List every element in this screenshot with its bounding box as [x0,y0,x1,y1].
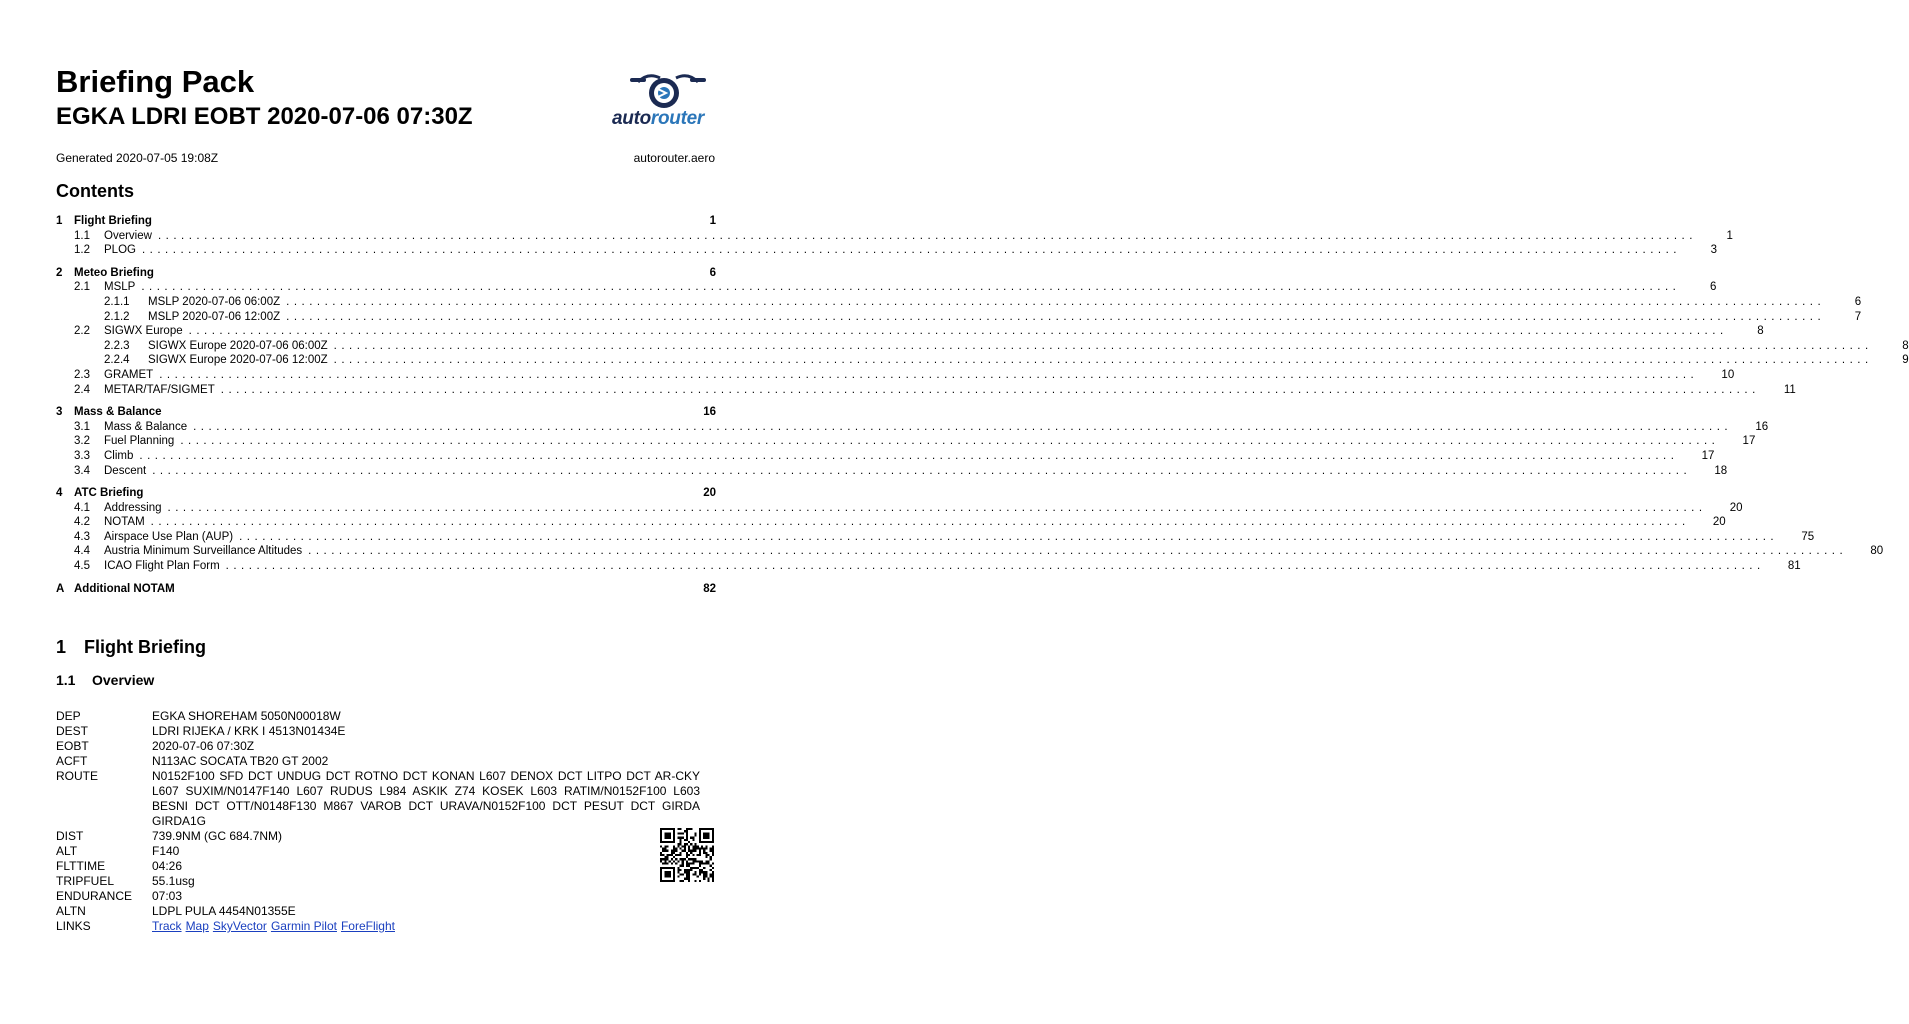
toc-leader-dots: ........................................................................................................................................................................................................ [157,229,1697,242]
toc-entry-page: 8 [1757,325,1764,338]
toc-leader-dots: ........................................................................................................................................................................................................ [159,368,1699,381]
toc-entry-label: ATC Briefing [74,487,144,500]
overview-value: 739.9NM (GC 684.7NM) [152,829,283,843]
overview-row [56,859,704,874]
toc-entry-number: 3.1 [74,420,90,433]
toc-entry-number: 2.1.1 [104,295,130,308]
toc-entry[interactable] [56,339,1909,354]
toc-entry[interactable] [56,544,1884,559]
toc-entry[interactable] [56,295,1862,310]
toc-leader-dots: ........................................................................................................................................................................................................ [333,354,1873,367]
toc-entry-label: Flight Briefing [74,215,152,227]
toc-entry[interactable] [56,530,1815,545]
toc-entry[interactable] [56,310,1862,325]
table-of-contents [56,214,1909,596]
overview-key: LINKS [56,919,91,933]
toc-entry[interactable] [56,383,1796,398]
overview-value: 07:03 [152,889,183,903]
toc-leader-dots: ........................................................................................................................................................................................................ [308,545,1848,558]
toc-entry[interactable] [56,405,716,420]
toc-entry-page: 20 [1729,501,1743,514]
toc-entry[interactable] [56,243,1717,258]
toc-entry-page: 11 [1783,383,1796,396]
toc-leader-dots: ........................................................................................................................................................................................................ [180,435,1720,448]
toc-leader-dots: ........................................................................................................................................................................................................ [152,464,1692,477]
toc-entry[interactable] [56,353,1909,368]
toc-entry-label: MSLP [104,281,136,294]
toc-entry-number: 3.3 [74,449,90,462]
toc-entry-number: 2 [56,266,63,279]
toc-entry-label: Climb [104,449,134,462]
overview-value: F140 [152,844,180,858]
toc-entry-label: PLOG [104,244,136,257]
overview-value: 04:26 [152,859,183,873]
toc-entry[interactable] [56,464,1728,479]
link-garmin-pilot[interactable]: Garmin Pilot [270,919,337,933]
toc-entry-page: 3 [1710,244,1717,257]
overview-key: DIST [56,829,84,843]
toc-entry-number: 2.3 [74,368,90,381]
contents-heading: Contents [56,181,134,201]
toc-leader-dots: ........................................................................................................................................................................................................ [193,420,1733,433]
overview-row [56,724,704,739]
section-heading-overview: 1.1 Overview [56,672,155,688]
toc-entry-page: 17 [1742,435,1756,448]
toc-entry-page: 6 [1854,295,1862,308]
toc-entry-page: 1 [709,215,716,227]
toc-entry-page: 18 [1714,464,1728,477]
toc-leader-dots: ........................................................................................................................................................................................................ [220,383,1760,396]
overview-row [56,739,704,754]
toc-entry-label: Airspace Use Plan (AUP) [104,530,234,543]
toc-entry-number: 2.2.4 [104,354,130,367]
toc-entry-label: Addressing [104,501,162,514]
toc-entry-number: 1 [56,215,63,227]
toc-entry-label: Additional NOTAM [74,582,175,595]
toc-entry-page: 6 [1709,281,1717,294]
link-skyvector[interactable]: SkyVector [212,919,267,933]
overview-row [56,874,704,889]
toc-leader-dots: ........................................................................................................................................................................................................ [139,449,1679,462]
overview-row [56,754,704,769]
toc-entry-label: Fuel Planning [104,435,175,448]
overview-row-links [56,919,704,934]
toc-leader-dots: ........................................................................................................................................................................................................ [239,530,1779,543]
overview-row [56,889,704,904]
toc-entry[interactable] [56,515,1726,530]
toc-leader-dots: ........................................................................................................................................................................................................ [167,501,1707,514]
toc-entry-label: NOTAM [104,516,145,529]
doc-title: Briefing Pack [56,64,255,99]
toc-entry-page: 8 [1902,339,1909,352]
toc-entry-number: 3.4 [74,464,90,477]
overview-row [56,904,704,919]
toc-entry-number: 1.1 [74,229,90,242]
toc-entry-number: 1.2 [74,244,90,257]
toc-entry-label: MSLP 2020-07-06 06:00Z [148,295,281,308]
toc-entry-page: 20 [703,487,716,500]
toc-entry-label: METAR/TAF/SIGMET [104,383,215,396]
toc-leader-dots: ........................................................................................................................................................................................................ [188,325,1728,338]
overview-row [56,844,704,859]
toc-entry[interactable] [56,486,716,501]
section-heading-flight-briefing: 1 Flight Briefing [56,637,206,657]
toc-entry-number: 2.2.3 [104,339,130,352]
overview-row [56,829,704,844]
overview-key: ENDURANCE [56,889,133,903]
toc-entry-label: Descent [104,464,147,477]
toc-entry-number: A [56,582,65,595]
toc-entry[interactable] [56,501,1743,516]
overview-key: EOBT [56,739,89,753]
overview-table [56,709,704,934]
link-track[interactable]: Track [152,919,182,933]
toc-entry-page: 75 [1801,530,1815,543]
toc-entry[interactable] [56,266,716,281]
overview-key: ACFT [56,754,88,768]
overview-key: ROUTE [56,769,98,783]
toc-entry[interactable] [56,324,1764,339]
logo-wordmark: autorouter [612,108,705,129]
generated-timestamp: Generated 2020-07-05 19:08Z [56,151,219,165]
toc-entry-page: 16 [703,406,716,419]
toc-entry-label: Meteo Briefing [74,266,154,279]
toc-entry-number: 2.1 [74,281,90,294]
toc-entry[interactable] [56,368,1735,383]
toc-entry-number: 3.2 [74,435,90,448]
toc-entry-page: 9 [1902,354,1909,367]
overview-key: TRIPFUEL [56,874,115,888]
toc-leader-dots: ........................................................................................................................................................................................................ [141,281,1681,294]
toc-entry-label: SIGWX Europe 2020-07-06 06:00Z [148,339,328,352]
overview-key: DEST [56,724,89,738]
overview-key: ALTN [56,904,86,918]
toc-entry-page: 81 [1787,560,1801,573]
toc-entry-number: 4.1 [74,501,90,514]
toc-entry-number: 4.4 [74,545,90,558]
overview-value: N0152F100 SFD DCT UNDUG DCT ROTNO DCT KONAN L607 DENOX DCT LITPO DCT AR-CKY L607 SUXIM/N0147F140 L607 RUDUS L984 ASKIK Z74 KOSEK L603 RATIM/N0152F100 L603 BESNI DCT OTT/N0148F130 M867 VAROB DCT URAVA/N0152F100 DCT PESUT DCT GIRDA GIRDA1G [152,769,700,828]
toc-entry[interactable] [56,559,1801,574]
toc-entry-page: 6 [709,266,716,279]
overview-row [56,709,704,724]
toc-entry-number: 4.5 [74,560,90,573]
toc-entry-label: SIGWX Europe 2020-07-06 12:00Z [148,354,328,367]
overview-value: N113AC SOCATA TB20 GT 2002 [152,754,329,768]
toc-entry[interactable] [56,229,1733,244]
toc-entry-number: 2.1.2 [104,310,130,323]
toc-entry[interactable] [56,280,1717,295]
toc-entry-label: Overview [104,229,152,242]
toc-entry-label: GRAMET [104,368,154,381]
toc-entry-label: Austria Minimum Surveillance Altitudes [104,545,303,558]
toc-entry-number: 2.4 [74,383,90,396]
overview-row [56,769,704,829]
toc-entry-page: 17 [1701,449,1715,462]
toc-entry-page: 80 [1870,545,1884,558]
toc-entry-page: 16 [1755,420,1769,433]
toc-leader-dots: ........................................................................................................................................................................................................ [286,310,1826,323]
toc-entry-number: 2.2 [74,325,90,338]
toc-entry-page: 82 [703,582,716,595]
toc-entry-page: 10 [1721,368,1735,381]
toc-entry-number: 4.2 [74,516,90,529]
toc-leader-dots: ........................................................................................................................................................................................................ [141,244,1681,257]
overview-key: FLTTIME [56,859,106,873]
toc-entry-page: 1 [1726,229,1733,242]
overview-value: EGKA SHOREHAM 5050N00018W [152,709,341,723]
overview-value: 55.1usg [152,874,195,888]
link-map[interactable]: Map [185,919,209,933]
toc-entry[interactable] [56,420,1769,435]
overview-key: DEP [56,709,81,723]
toc-entry-number: 3 [56,406,63,419]
link-foreflight[interactable]: ForeFlight [340,919,395,933]
toc-entry[interactable] [56,434,1756,449]
toc-entry[interactable] [56,582,716,597]
overview-value: 2020-07-06 07:30Z [152,739,255,753]
doc-subtitle: EGKA LDRI EOBT 2020-07-06 07:30Z [56,103,473,130]
overview-value: LDRI RIJEKA / KRK I 4513N01434E [152,724,346,738]
toc-leader-dots: ........................................................................................................................................................................................................ [333,339,1873,352]
toc-entry-page: 20 [1712,516,1726,529]
toc-entry-page: 7 [1854,310,1862,323]
toc-entry-number: 4.3 [74,530,90,543]
overview-value: LDPL PULA 4454N01355E [152,904,296,918]
overview-key: ALT [56,844,78,858]
qr-code[interactable] [660,828,714,882]
toc-entry-label: Mass & Balance [74,406,162,419]
toc-entry-label: MSLP 2020-07-06 12:00Z [148,310,281,323]
toc-entry[interactable] [56,449,1715,464]
toc-entry-label: ICAO Flight Plan Form [104,560,220,573]
toc-entry-label: Mass & Balance [104,420,188,433]
site-link[interactable]: autorouter.aero [633,151,715,165]
toc-leader-dots: ........................................................................................................................................................................................................ [150,516,1690,529]
toc-entry-number: 4 [56,487,63,500]
toc-leader-dots: ........................................................................................................................................................................................................ [225,560,1765,573]
toc-entry[interactable] [56,214,716,229]
toc-entry-label: SIGWX Europe [104,325,183,338]
toc-leader-dots: ........................................................................................................................................................................................................ [286,295,1826,308]
